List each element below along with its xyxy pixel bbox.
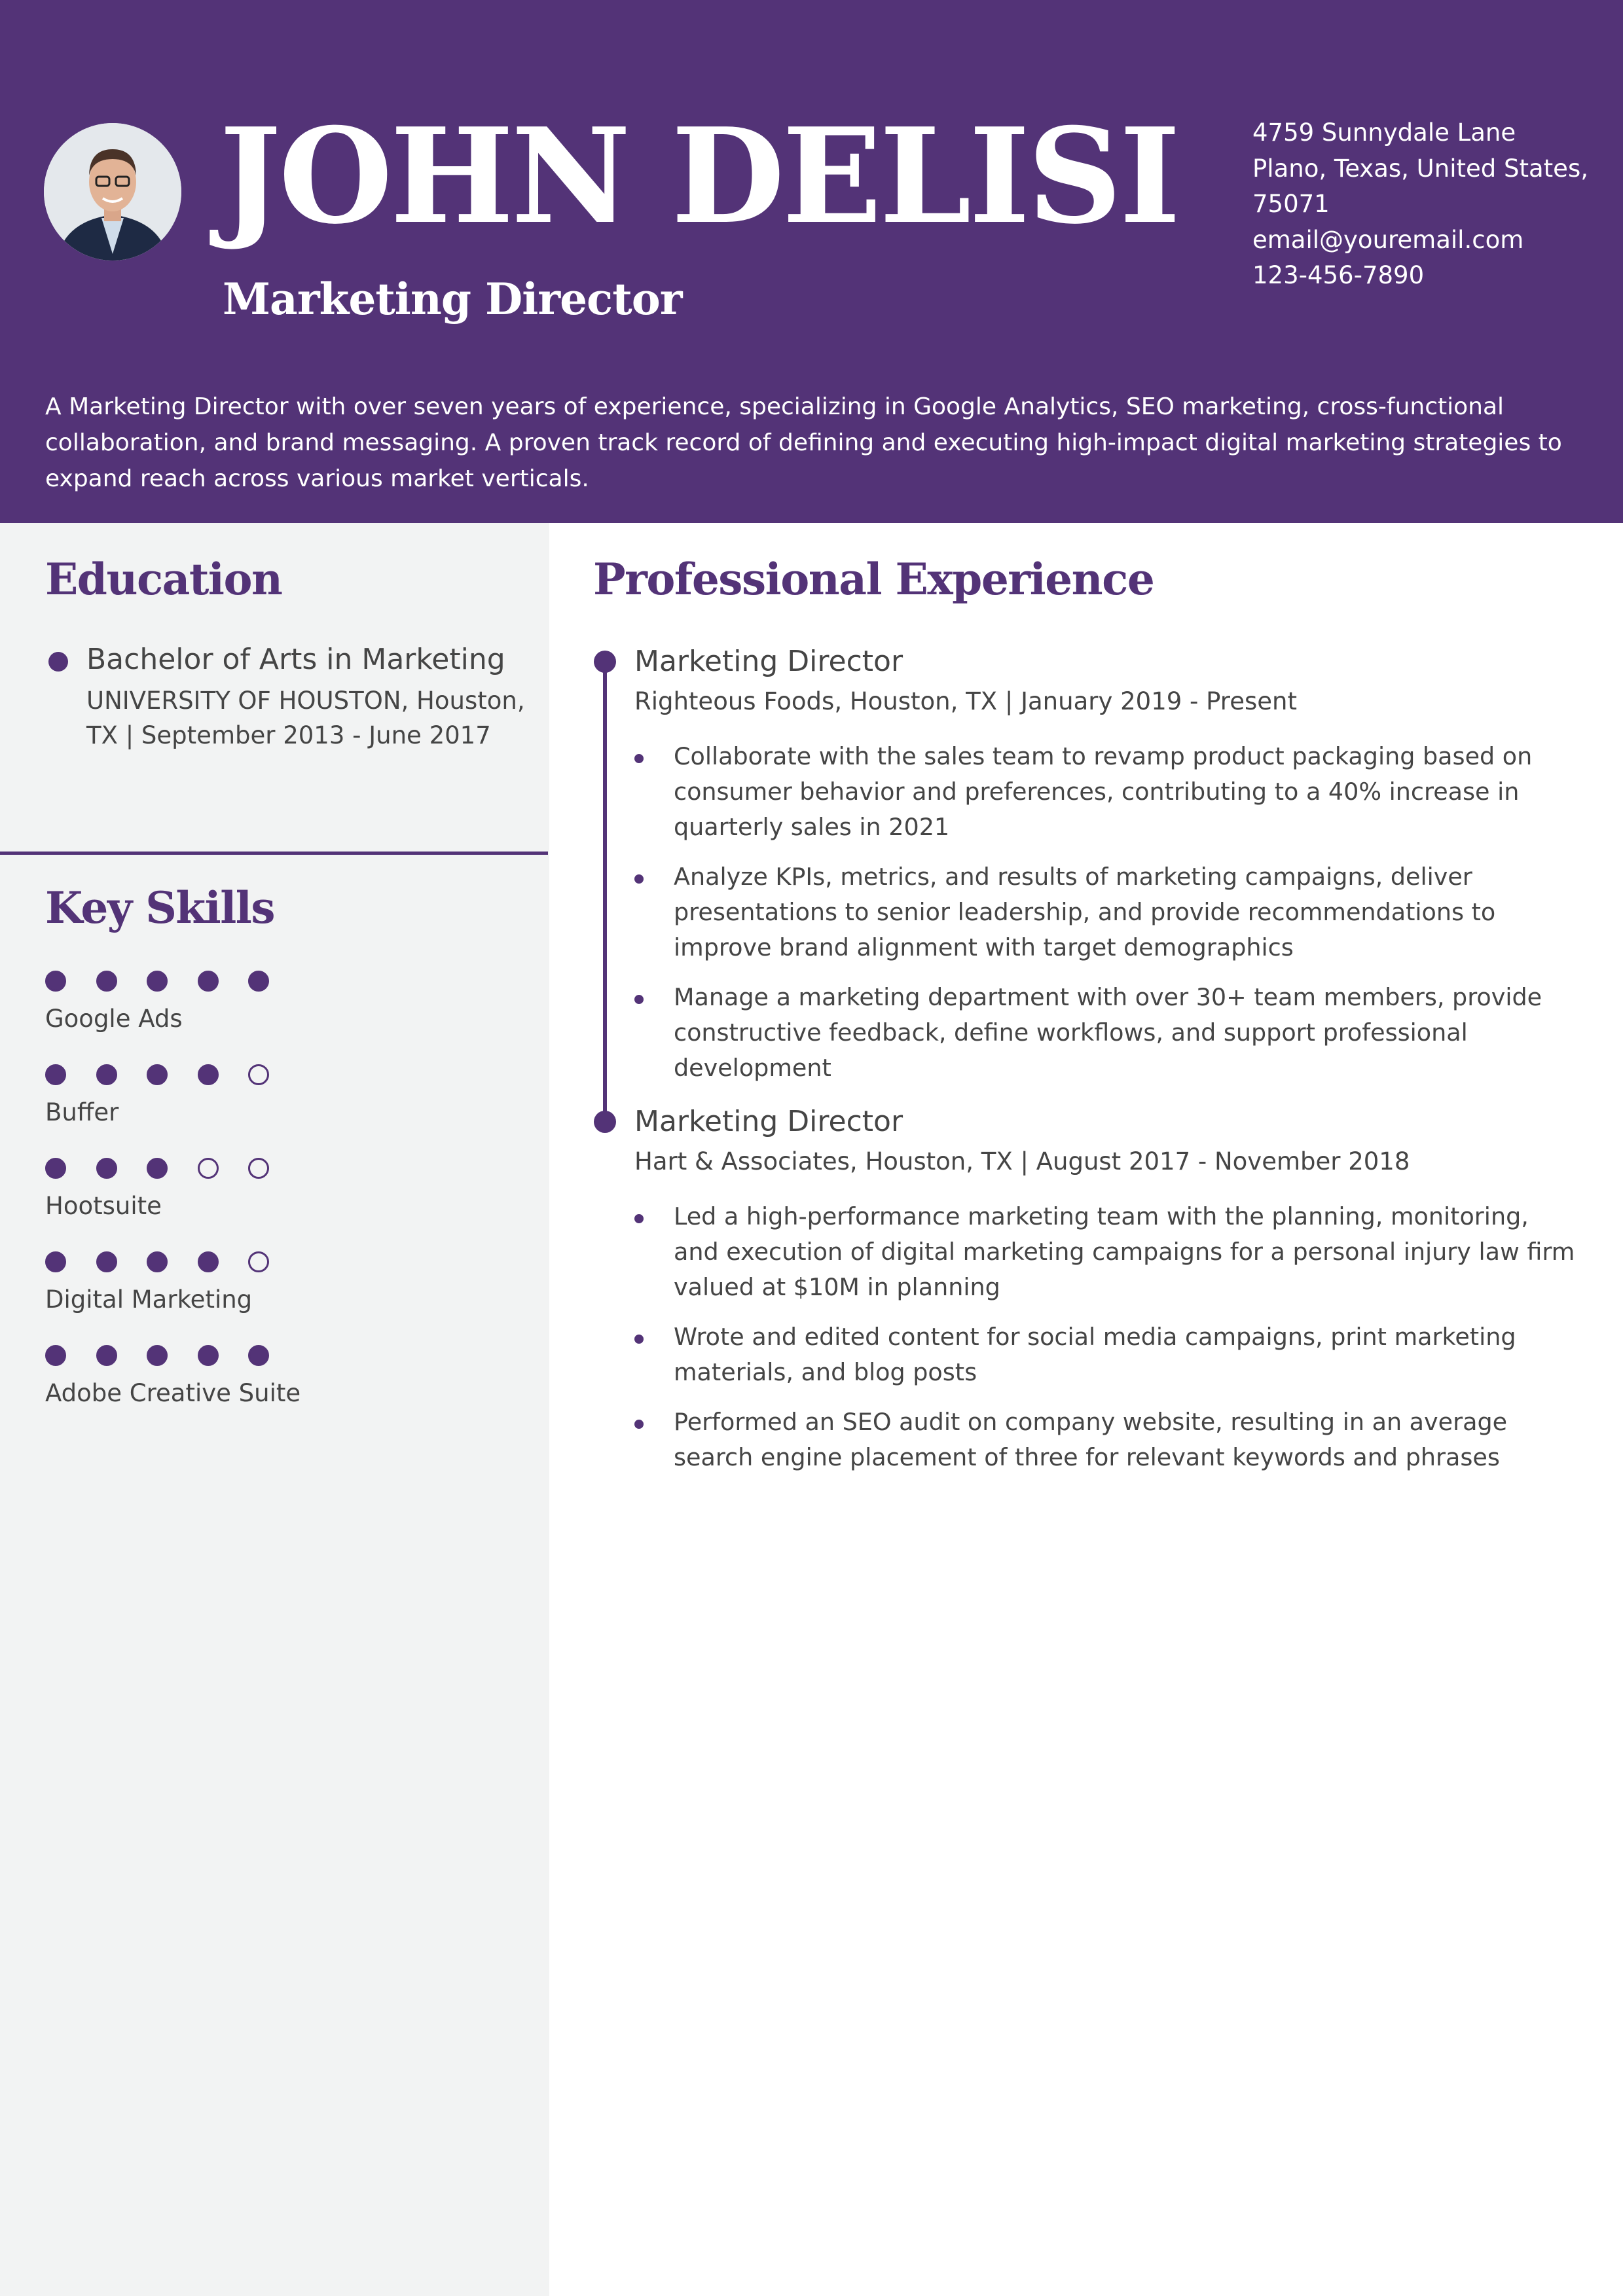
bullet-icon (634, 1214, 644, 1223)
skills-heading: Key Skills (45, 882, 274, 933)
experience-heading: Professional Experience (593, 554, 1154, 605)
job-entry (634, 645, 1577, 1100)
phone: 123-456-7890 (1252, 261, 1425, 289)
bullet-text: Wrote and edited content for social media campaigns, print marketing materials, and blog posts (674, 1323, 1516, 1386)
list-item (634, 980, 1577, 1086)
timeline-dot-icon (594, 651, 616, 673)
profile-photo (44, 123, 181, 260)
email[interactable]: email@youremail.com (1252, 225, 1524, 254)
skill-label: Buffer (45, 1098, 119, 1126)
job-bullets (634, 1199, 1577, 1475)
education-bullet-icon (48, 652, 68, 672)
empty-dot-icon (198, 1158, 219, 1179)
bullet-icon (634, 754, 644, 763)
filled-dot-icon (96, 1064, 117, 1085)
job-title: Marketing Director (634, 645, 903, 678)
empty-dot-icon (248, 1251, 269, 1272)
skill-label: Digital Marketing (45, 1285, 253, 1314)
filled-dot-icon (96, 971, 117, 992)
bullet-text: Led a high-performance marketing team with the planning, monitoring, and execution of digital marketing campaigns for a personal injury law firm valued at $10M in planning (674, 1202, 1575, 1301)
filled-dot-icon (147, 1064, 168, 1085)
filled-dot-icon (147, 1251, 168, 1272)
education-heading: Education (45, 554, 282, 605)
filled-dot-icon (147, 1158, 168, 1179)
bullet-text: Manage a marketing department with over 30+ team members, provide constructive feedback, define workflows, and support professional development (674, 983, 1542, 1082)
bullet-icon (634, 1335, 644, 1344)
filled-dot-icon (248, 971, 269, 992)
filled-dot-icon (147, 971, 168, 992)
empty-dot-icon (248, 1158, 269, 1179)
bullet-icon (634, 874, 644, 884)
list-item (634, 1405, 1577, 1475)
bullet-text: Analyze KPIs, metrics, and results of marketing campaigns, deliver presentations to senior leadership, and provide recommendations to improve brand alignment with target demographics (674, 863, 1496, 961)
address-line-2: Plano, Texas, United States, (1252, 154, 1588, 183)
filled-dot-icon (198, 1345, 219, 1366)
filled-dot-icon (45, 1345, 66, 1366)
filled-dot-icon (198, 1064, 219, 1085)
list-item (634, 739, 1577, 845)
filled-dot-icon (198, 1251, 219, 1272)
header (0, 0, 1623, 523)
address-zip: 75071 (1252, 190, 1330, 218)
bullet-text: Collaborate with the sales team to revamp product packaging based on consumer behavior and preferences, contributing to a 40% increase in quarterly sales in 2021 (674, 742, 1533, 841)
filled-dot-icon (45, 971, 66, 992)
job-bullets (634, 739, 1577, 1086)
job-title: Marketing Director (634, 1105, 903, 1138)
filled-dot-icon (96, 1251, 117, 1272)
sidebar (0, 523, 549, 2296)
candidate-name: JOHN DELISI (219, 99, 1178, 253)
filled-dot-icon (45, 1158, 66, 1179)
filled-dot-icon (198, 971, 219, 992)
education-degree: Bachelor of Arts in Marketing (86, 643, 505, 676)
bullet-text: Performed an SEO audit on company website, resulting in an average search engine placement of three for relevant keywords and phrases (674, 1408, 1508, 1471)
skill-label: Hootsuite (45, 1192, 162, 1220)
filled-dot-icon (248, 1345, 269, 1366)
address-line-1: 4759 Sunnydale Lane (1252, 118, 1516, 147)
timeline-dot-icon (594, 1111, 616, 1133)
timeline-line (603, 662, 607, 1122)
filled-dot-icon (96, 1345, 117, 1366)
summary: A Marketing Director with over seven years of experience, specializing in Google Analytics, SEO marketing, cross-functional collaboration, and brand messaging. A proven track record of defining and executing high-impact digital marketing strategies to expand reach across various market verticals. (45, 393, 1562, 492)
candidate-role: Marketing Director (223, 274, 682, 325)
list-item (634, 1199, 1577, 1305)
bullet-icon (634, 995, 644, 1004)
contact-info (1252, 115, 1588, 294)
job-company-dates: Hart & Associates, Houston, TX | August 2017 - November 2018 (634, 1147, 1410, 1175)
divider (0, 852, 548, 855)
education-details: UNIVERSITY OF HOUSTON, Houston, TX | September 2013 - June 2017 (86, 687, 525, 749)
filled-dot-icon (45, 1251, 66, 1272)
skill-label: Google Ads (45, 1005, 183, 1033)
skill-label: Adobe Creative Suite (45, 1379, 301, 1407)
bullet-icon (634, 1420, 644, 1429)
list-item (634, 859, 1577, 965)
job-entry (634, 1105, 1577, 1490)
filled-dot-icon (147, 1345, 168, 1366)
filled-dot-icon (96, 1158, 117, 1179)
empty-dot-icon (248, 1064, 269, 1085)
job-company-dates: Righteous Foods, Houston, TX | January 2019 - Present (634, 687, 1297, 715)
filled-dot-icon (45, 1064, 66, 1085)
list-item (634, 1319, 1577, 1390)
